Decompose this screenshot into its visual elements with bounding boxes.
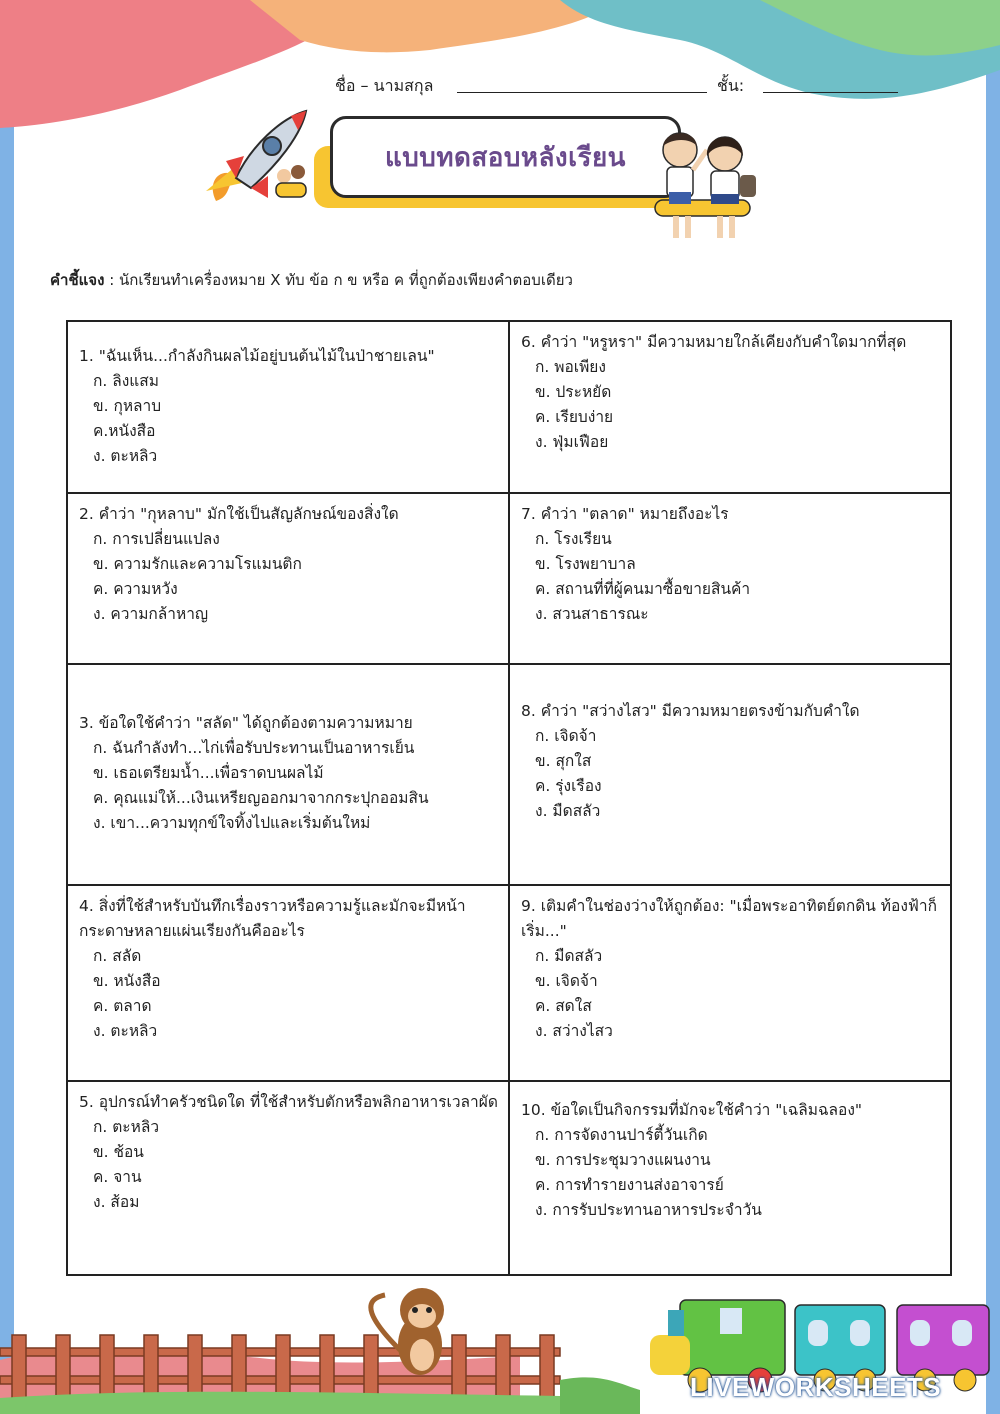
answer-option[interactable]: ก. สลัด [93,947,142,965]
question-cell [509,664,951,885]
question-cell [67,493,509,664]
instructions [50,268,573,292]
answer-option[interactable]: ง. ส้อม [93,1193,140,1211]
question-cell [509,321,951,493]
question-text: 5. อุปกรณ์ทำครัวชนิดใด ที่ใช้สำหรับตักหรือพลิกอาหารเวลาผัด [79,1093,498,1111]
rocket-icon [196,106,326,211]
worksheet-title: แบบทดสอบหลังเรียน [385,142,626,173]
answer-option[interactable]: ค. ตลาด [93,997,152,1015]
question-cell [67,664,509,885]
question-cell [67,1081,509,1275]
answer-option[interactable]: ง. สว่างไสว [535,1022,613,1040]
question-text: 4. สิ่งที่ใช้สำหรับบันทึกเรื่องราวหรือความรู้และมักจะมีหน้ากระดาษหลายแผ่นเรียงกันคืออะไร [79,897,466,940]
question-text: 2. คำว่า "กุหลาบ" มักใช้เป็นสัญลักษณ์ของสิ่งใด [79,505,399,523]
answer-option[interactable]: ง. เขา...ความทุกข์ใจทิ้งไปและเริ่มต้นใหม่ [93,814,371,832]
answer-option[interactable]: ข. หนังสือ [93,972,161,990]
liveworksheets-logo: LIVEWORKSHEETS [690,1372,942,1402]
answer-option[interactable]: ง. มืดสลัว [535,802,601,820]
students-illustration [645,120,760,245]
class-blank[interactable] [763,92,898,93]
answer-option[interactable]: ง. ตะหลิว [93,447,158,465]
name-label: ชื่อ – นามสกุล [335,76,434,95]
answer-option[interactable]: ก. ลิงแสม [93,372,159,390]
answer-option[interactable]: ก. พอเพียง [535,358,606,376]
answer-option[interactable]: ค. จาน [93,1168,142,1186]
answer-option[interactable]: ก. ตะหลิว [93,1118,160,1136]
answer-option[interactable]: ข. กุหลาบ [93,397,162,415]
answer-option[interactable]: ค. คุณแม่ให้...เงินเหรียญออกมาจากกระปุกออมสิน [93,789,429,807]
questions-table [66,320,952,1276]
answer-option[interactable]: ง. ความกล้าหาญ [93,605,209,623]
answer-option[interactable]: ก. เจิดจ้า [535,727,597,745]
monkey-icon [371,1288,444,1375]
answer-option[interactable]: ง. ฟุ่มเฟือย [535,433,609,451]
answer-option[interactable]: ค. รุ่งเรือง [535,777,602,795]
answer-option[interactable]: ก. มืดสลัว [535,947,603,965]
answer-option[interactable]: ง. ตะหลิว [93,1022,158,1040]
answer-option[interactable]: ค. ความหวัง [93,580,178,598]
question-text: 9. เติมคำในช่องว่างให้ถูกต้อง: "เมื่อพระอาทิตย์ตกดิน ท้องฟ้าก็เริ่ม..." [521,897,937,940]
question-text: 8. คำว่า "สว่างไสว" มีความหมายตรงข้ามกับคำใด [521,702,860,720]
answer-option[interactable]: ข. ช้อน [93,1143,144,1161]
answer-option[interactable]: ข. ประหยัด [535,383,612,401]
left-border [0,0,14,1414]
answer-option[interactable]: ข. เธอเตรียมน้ำ...เพื่อราดบนผลไม้ [93,764,324,782]
answer-option[interactable]: ข. เจิดจ้า [535,972,598,990]
title-banner [330,116,681,198]
instructions-text: : นักเรียนทำเครื่องหมาย X ทับ ข้อ ก ข หรือ ค ที่ถูกต้องเพียงคำตอบเดียว [104,271,573,289]
question-cell [509,885,951,1081]
question-cell [509,1081,951,1275]
question-text: 6. คำว่า "หรูหรา" มีความหมายใกล้เคียงกับคำใดมากที่สุด [521,333,907,351]
right-border [986,0,1000,1414]
answer-option[interactable]: ก. โรงเรียน [535,530,612,548]
answer-option[interactable]: ข. สุกใส [535,752,592,770]
question-cell [67,321,509,493]
answer-option[interactable]: ข. การประชุมวางแผนงาน [535,1151,711,1169]
answer-option[interactable]: ก. การเปลี่ยนแปลง [93,530,220,548]
answer-option[interactable]: ง. สวนสาธารณะ [535,605,649,623]
answer-option[interactable]: ค. การทำรายงานส่งอาจารย์ [535,1176,724,1194]
question-cell [67,885,509,1081]
answer-option[interactable]: ข. โรงพยาบาล [535,555,636,573]
answer-option[interactable]: ก. การจัดงานปาร์ตี้วันเกิด [535,1126,708,1144]
question-text: 10. ข้อใดเป็นกิจกรรมที่มักจะใช้คำว่า "เฉลิมฉลอง" [521,1101,863,1119]
question-cell [509,493,951,664]
answer-option[interactable]: ข. ความรักและความโรแมนติก [93,555,302,573]
answer-option[interactable]: ค. สถานที่ที่ผู้คนมาซื้อขายสินค้า [535,580,751,598]
question-text: 3. ข้อใดใช้คำว่า "สลัด" ได้ถูกต้องตามความหมาย [79,714,413,732]
answer-option[interactable]: ค.หนังสือ [93,422,156,440]
answer-option[interactable]: ค. เรียบง่าย [535,408,614,426]
answer-option[interactable]: ง. การรับประทานอาหารประจำวัน [535,1201,762,1219]
class-label: ชั้น: [717,76,745,95]
instructions-label: คำชี้แจง [50,271,105,289]
question-text: 7. คำว่า "ตลาด" หมายถึงอะไร [521,505,729,523]
name-blank[interactable] [457,92,707,93]
answer-option[interactable]: ก. ฉันกำลังทำ...ไก่เพื่อรับประทานเป็นอาหารเย็น [93,739,415,757]
question-text: 1. "ฉันเห็น...กำลังกินผลไม้อยู่บนต้นไม้ในป่าชายเลน" [79,347,435,365]
answer-option[interactable]: ค. สดใส [535,997,592,1015]
